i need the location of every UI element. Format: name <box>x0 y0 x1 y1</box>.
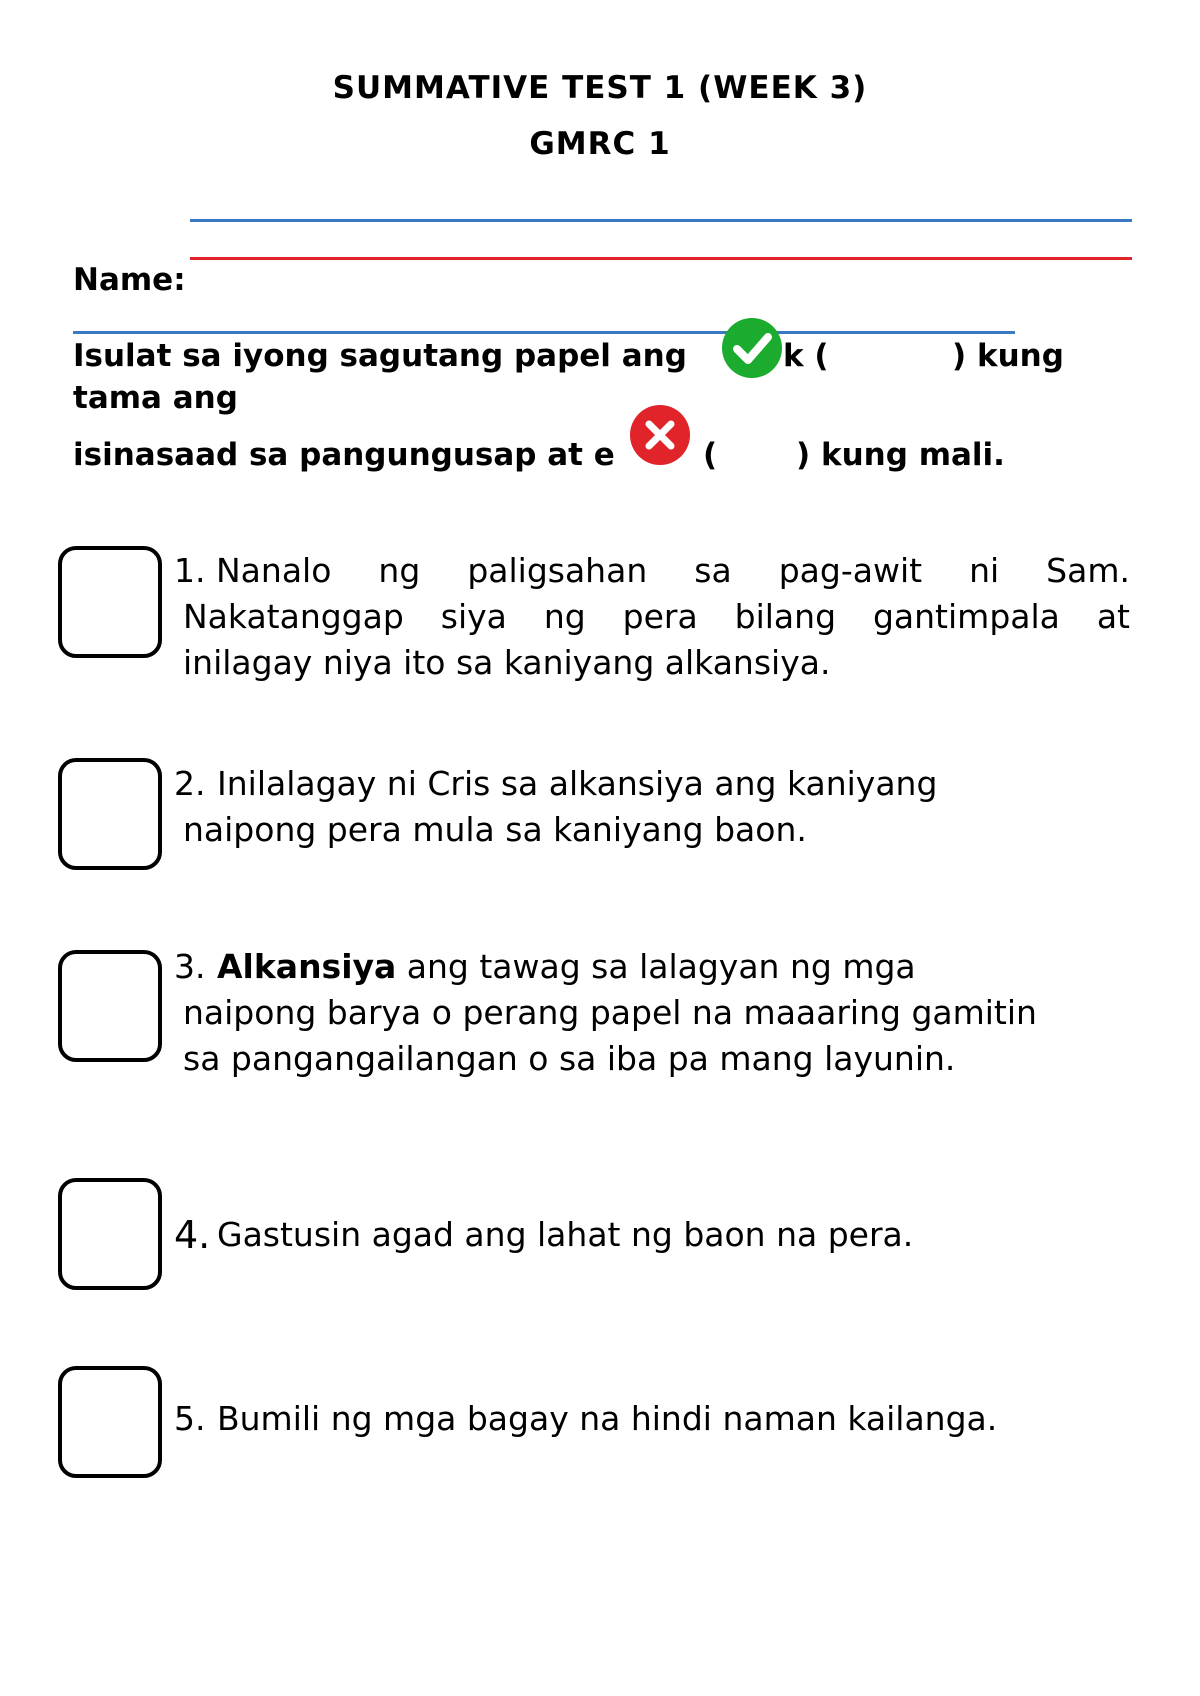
instruction-text-1c: ) kung <box>952 338 1064 374</box>
answer-box-1[interactable] <box>58 546 162 658</box>
question-number: 3. <box>174 947 206 986</box>
answer-box-3[interactable] <box>58 950 162 1062</box>
answer-box-4[interactable] <box>58 1178 162 1290</box>
answer-box-5[interactable] <box>58 1366 162 1478</box>
question-text-line: Inilalagay ni Cris sa alkansiya ang kaniyang <box>217 764 938 803</box>
question-text-line: inilagay niya ito sa kaniyang alkansiya. <box>183 643 831 682</box>
keyword-bold: Alkansiya <box>217 947 397 986</box>
name-line-red <box>190 257 1132 260</box>
instruction-line-3: isinasaad sa pangungusap at e <box>73 437 615 473</box>
x-mark-icon <box>630 405 690 465</box>
question-3 <box>174 944 1130 1082</box>
question-text-line: Bumili ng mga bagay na hindi naman kailanga. <box>217 1399 998 1438</box>
name-line-blue <box>190 219 1132 222</box>
instruction-text-1a: Isulat sa iyong sagutang papel ang <box>73 338 687 374</box>
check-mark-icon <box>722 318 782 378</box>
question-text-line: naipong barya o perang papel na maaaring gamitin <box>183 993 1037 1032</box>
name-line-bottom <box>73 331 1015 334</box>
instruction-line-2: tama ang <box>73 380 238 416</box>
question-text-line: Nakatanggap siya ng pera bilang gantimpala at <box>183 597 1130 636</box>
instruction-line-1 <box>73 338 687 374</box>
name-label: Name: <box>73 262 186 298</box>
question-number: 4. <box>174 1213 211 1257</box>
question-number: 5. <box>174 1399 206 1438</box>
question-5 <box>174 1396 1130 1442</box>
question-number: 2. <box>174 764 206 803</box>
page-title: SUMMATIVE TEST 1 (WEEK 3) <box>332 70 868 106</box>
instruction-text-1b: k ( <box>783 338 829 374</box>
question-2 <box>174 761 1130 853</box>
instruction-text-3b: ( <box>703 437 718 473</box>
question-4 <box>174 1212 1130 1258</box>
answer-box-2[interactable] <box>58 758 162 870</box>
question-text-line: sa pangangailangan o sa iba pa mang layunin. <box>183 1039 956 1078</box>
question-text-line: Gastusin agad ang lahat ng baon na pera. <box>217 1215 914 1254</box>
question-text-line: naipong pera mula sa kaniyang baon. <box>183 810 807 849</box>
question-text-rest: ang tawag sa lalagyan ng mga <box>396 947 916 986</box>
question-text-line <box>174 944 1130 990</box>
subject-title: GMRC 1 <box>529 126 671 162</box>
question-text-line: Nanalo ng paligsahan sa pag-awit ni Sam. <box>216 551 1130 590</box>
question-number: 1. <box>174 551 206 590</box>
instruction-text-3c: ) kung mali. <box>796 437 1005 473</box>
question-1 <box>174 548 1130 686</box>
